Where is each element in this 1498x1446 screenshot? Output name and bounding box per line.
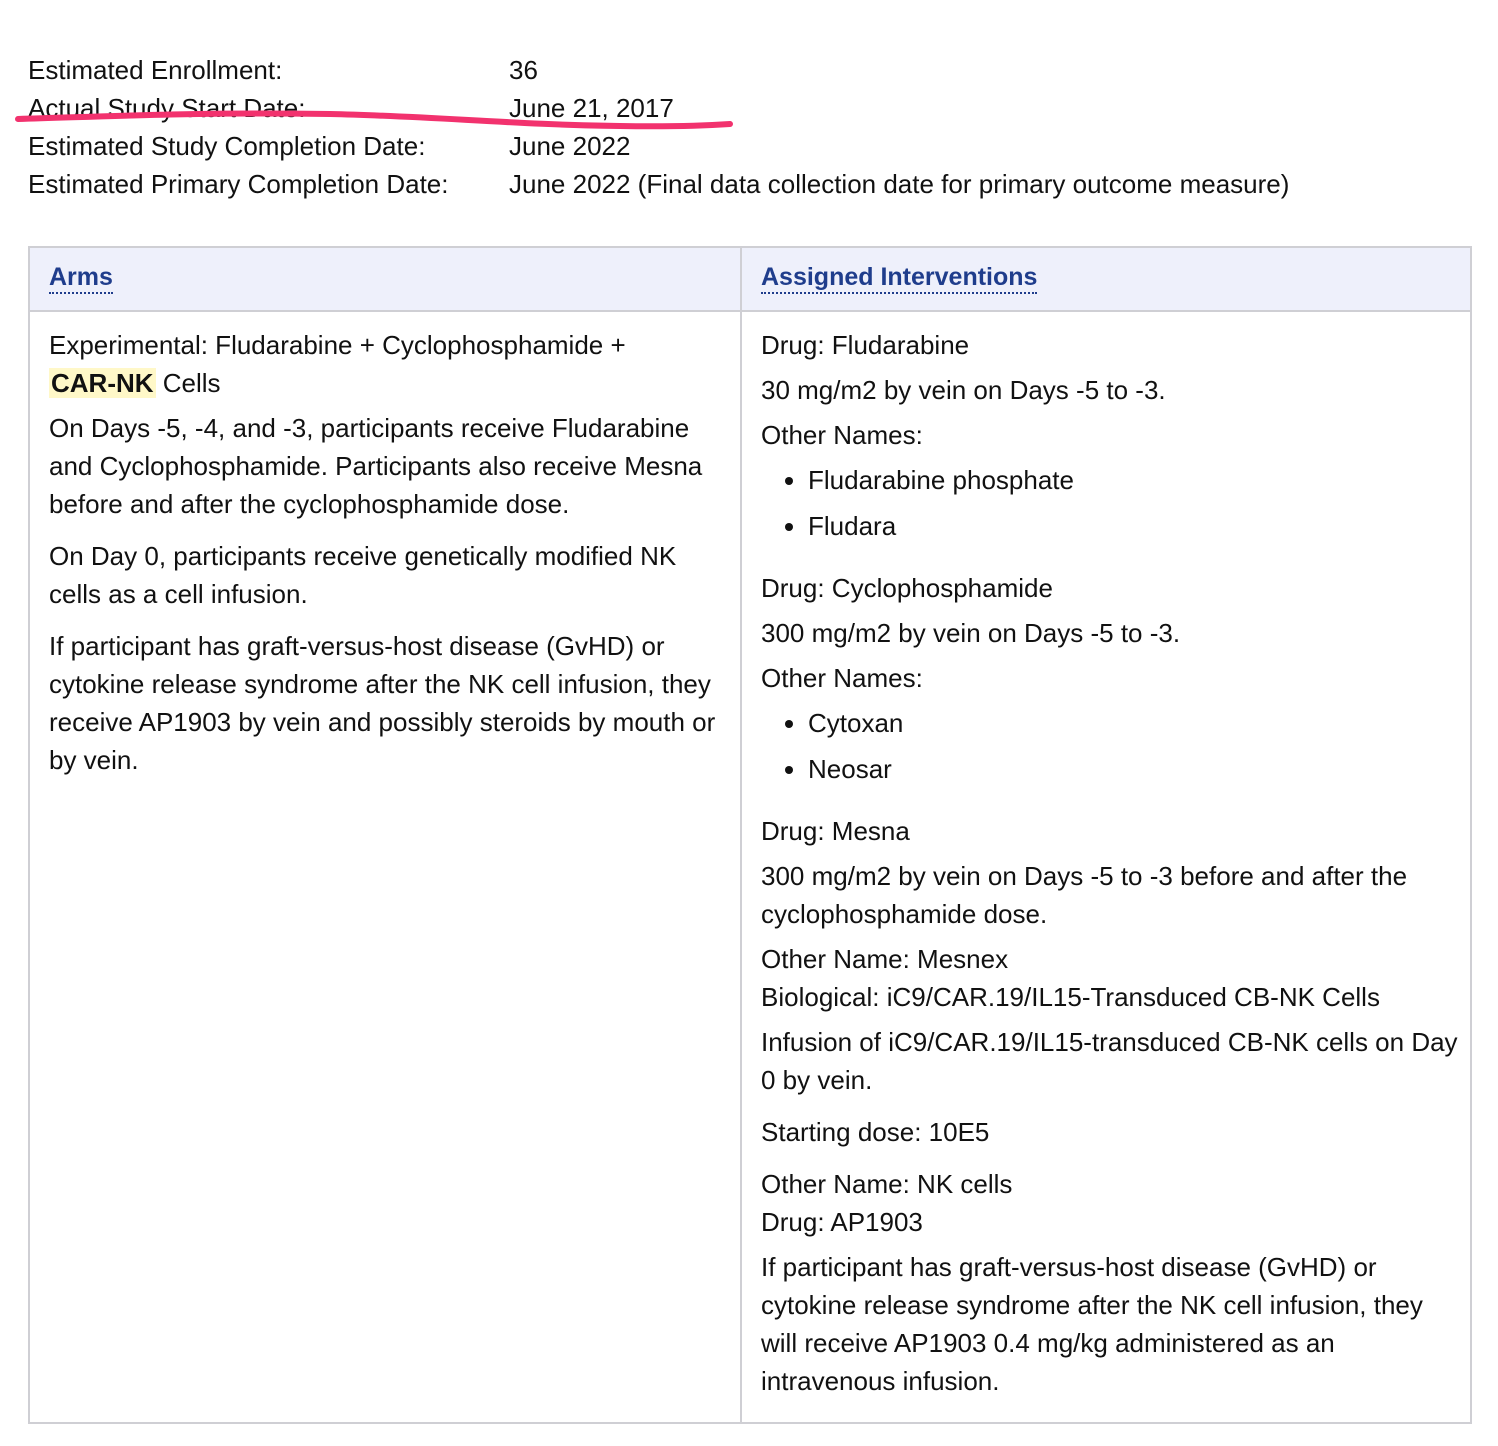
enrollment-value: 36	[509, 55, 538, 85]
completion-date-value: June 2022	[509, 131, 631, 161]
list-item: • Cytoxan	[808, 704, 1461, 742]
cyclophosphamide-other-names-list	[761, 704, 1461, 788]
arm-cell	[49, 326, 729, 793]
arm-description-1: On Days -5, -4, and -3, participants receive Fludarabine and Cyclophosphamide. Participants also receive Mesna before and after the cyclophosphamide dose.	[49, 413, 703, 519]
primary-completion-label: Estimated Primary Completion Date:	[28, 169, 449, 199]
intervention-biological-dose: Starting dose: 10E5	[761, 1117, 990, 1147]
intervention-ap1903-description: If participant has graft-versus-host disease (GvHD) or cytokine release syndrome after the NK cell infusion, they will receive AP1903 0.4 mg/kg administered as an intravenous infusion.	[761, 1252, 1423, 1396]
intervention-cyclophosphamide-description: 300 mg/m2 by vein on Days -5 to -3.	[761, 618, 1181, 648]
arms-header-link[interactable]: Arms	[49, 262, 113, 294]
intervention-fludarabine-name: Drug: Fludarabine	[761, 330, 970, 360]
primary-completion-value: June 2022 (Final data collection date for primary outcome measure)	[509, 169, 1290, 199]
intervention-ap1903-name: Drug: AP1903	[761, 1207, 923, 1237]
intervention-biological-name: Biological: iC9/CAR.19/IL15-Transduced CB-NK Cells	[761, 982, 1380, 1012]
intervention-mesna-name: Drug: Mesna	[761, 816, 910, 846]
arm-title-prefix: Experimental: Fludarabine + Cyclophosphamide +	[49, 330, 626, 360]
fludarabine-other-names-list	[761, 461, 1461, 545]
intervention-cyclophosphamide-name: Drug: Cyclophosphamide	[761, 573, 1053, 603]
start-date-value: June 21, 2017	[509, 93, 674, 123]
enrollment-label: Estimated Enrollment:	[28, 55, 283, 85]
arm-title-suffix: Cells	[155, 368, 221, 398]
list-item: • Fludara	[808, 507, 1461, 545]
arm-description-3: If participant has graft-versus-host disease (GvHD) or cytokine release syndrome after the NK cell infusion, they receive AP1903 by vein and possibly steroids by mouth or by vein.	[49, 631, 716, 775]
table-header	[30, 248, 1470, 312]
list-item: • Fludarabine phosphate	[808, 461, 1461, 499]
column-divider	[740, 248, 742, 1422]
interventions-cell	[761, 326, 1461, 1407]
car-nk-highlight: CAR-NK	[51, 368, 154, 398]
intervention-mesna-other: Other Name: Mesnex	[761, 944, 1009, 974]
intervention-mesna-description: 300 mg/m2 by vein on Days -5 to -3 before and after the cyclophosphamide dose.	[761, 861, 1408, 929]
list-item: • Neosar	[808, 750, 1461, 788]
intervention-fludarabine-other-label: Other Names:	[761, 420, 923, 450]
intervention-biological-other: Other Name: NK cells	[761, 1169, 1013, 1199]
assigned-interventions-header-link[interactable]: Assigned Interventions	[761, 262, 1037, 294]
arm-description-2: On Day 0, participants receive genetically modified NK cells as a cell infusion.	[49, 541, 677, 609]
intervention-fludarabine-description: 30 mg/m2 by vein on Days -5 to -3.	[761, 375, 1166, 405]
arms-interventions-table	[28, 246, 1472, 1424]
intervention-biological-description: Infusion of iC9/CAR.19/IL15-transduced CB-NK cells on Day 0 by vein.	[761, 1027, 1458, 1095]
start-date-label: Actual Study Start Date:	[28, 93, 306, 123]
intervention-cyclophosphamide-other-label: Other Names:	[761, 663, 923, 693]
completion-date-label: Estimated Study Completion Date:	[28, 131, 426, 161]
arm-title	[49, 326, 729, 402]
